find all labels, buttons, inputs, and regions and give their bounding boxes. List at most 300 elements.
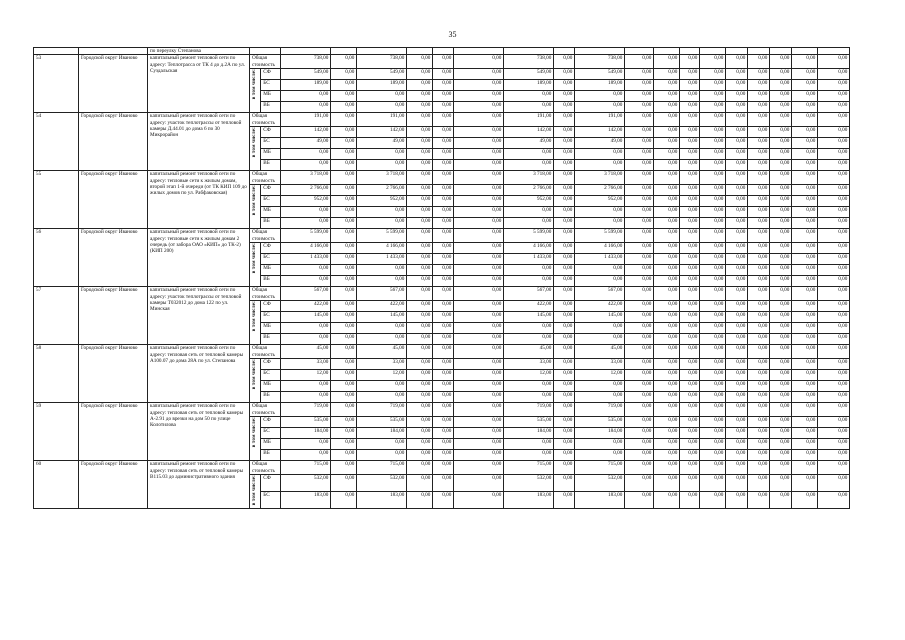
funding-value: 0,00: [748, 196, 770, 207]
funding-value: 0,00: [281, 91, 331, 102]
funding-value: 0,00: [433, 265, 454, 276]
funding-value: 0,00: [726, 149, 748, 160]
funding-value: 0,00: [770, 207, 792, 218]
total-value: 0,00: [407, 287, 433, 301]
funding-value: 49,00: [575, 138, 625, 149]
funding-value: 0,00: [433, 492, 454, 509]
total-value: 719,00: [504, 403, 554, 417]
funding-value: 0,00: [700, 450, 726, 461]
funding-value: 0,00: [818, 428, 850, 439]
funding-value: 0,00: [407, 301, 433, 312]
total-value: 0,00: [818, 287, 850, 301]
funding-value: 0,00: [770, 312, 792, 323]
funding-value: 1 433,00: [357, 254, 407, 265]
funding-value: 0,00: [770, 243, 792, 254]
funding-value: 422,00: [357, 301, 407, 312]
funding-value: 0,00: [792, 439, 818, 450]
funding-source-code: БС: [261, 80, 281, 91]
funding-value: 0,00: [575, 149, 625, 160]
total-value: 191,00: [357, 113, 407, 127]
funding-value: 0,00: [748, 301, 770, 312]
municipality: Городской округ Иваново: [79, 461, 148, 509]
funding-value: 0,00: [454, 254, 504, 265]
funding-value: 0,00: [680, 218, 700, 229]
funding-value: 0,00: [818, 312, 850, 323]
funding-value: 0,00: [654, 149, 680, 160]
row-number: 60: [34, 461, 79, 509]
funding-value: 0,00: [357, 207, 407, 218]
funding-value: 0,00: [726, 428, 748, 439]
total-value: 0,00: [433, 345, 454, 359]
continuation-row: [34, 48, 850, 55]
funding-value: 0,00: [726, 80, 748, 91]
funding-value: 0,00: [331, 359, 357, 370]
funding-value: 0,00: [357, 381, 407, 392]
total-value: 715,00: [357, 461, 407, 475]
funding-source-code: ВБ: [261, 392, 281, 403]
funding-value: 0,00: [792, 392, 818, 403]
total-value: 0,00: [726, 55, 748, 69]
funding-value: 0,00: [700, 428, 726, 439]
funding-value: 422,00: [504, 301, 554, 312]
funding-value: 0,00: [433, 80, 454, 91]
total-value: 715,00: [504, 461, 554, 475]
funding-value: 0,00: [748, 450, 770, 461]
funding-value: 0,00: [748, 138, 770, 149]
funding-source-code: МБ: [261, 265, 281, 276]
funding-source-code: МБ: [261, 381, 281, 392]
funding-value: 0,00: [818, 243, 850, 254]
total-value: 0,00: [748, 171, 770, 185]
funding-value: 0,00: [792, 91, 818, 102]
funding-value: 0,00: [700, 80, 726, 91]
total-value: 0,00: [554, 229, 575, 243]
funding-value: 0,00: [575, 392, 625, 403]
total-value: 0,00: [700, 461, 726, 475]
funding-value: 0,00: [726, 312, 748, 323]
total-value: 0,00: [792, 171, 818, 185]
total-value: 0,00: [748, 403, 770, 417]
funding-value: 0,00: [407, 428, 433, 439]
funding-value: 0,00: [454, 102, 504, 113]
total-value: 0,00: [770, 403, 792, 417]
funding-value: 0,00: [625, 254, 654, 265]
total-value: 0,00: [726, 287, 748, 301]
funding-value: 0,00: [454, 475, 504, 492]
funding-value: 0,00: [700, 265, 726, 276]
funding-value: 0,00: [433, 334, 454, 345]
funding-value: 0,00: [357, 439, 407, 450]
funding-value: 0,00: [407, 207, 433, 218]
funding-value: 0,00: [818, 301, 850, 312]
funding-value: 0,00: [331, 196, 357, 207]
total-value: 0,00: [770, 171, 792, 185]
funding-value: 422,00: [575, 301, 625, 312]
funding-value: 0,00: [770, 102, 792, 113]
funding-value: 0,00: [407, 127, 433, 138]
funding-value: 0,00: [575, 334, 625, 345]
funding-value: 145,00: [575, 312, 625, 323]
funding-value: 0,00: [792, 359, 818, 370]
funding-value: 0,00: [575, 218, 625, 229]
funding-value: 0,00: [770, 323, 792, 334]
funding-value: 2 766,00: [357, 185, 407, 196]
total-value: 5 599,00: [357, 229, 407, 243]
funding-value: 0,00: [726, 359, 748, 370]
funding-value: 0,00: [625, 196, 654, 207]
funding-value: 0,00: [818, 160, 850, 171]
funding-value: 0,00: [554, 160, 575, 171]
funding-value: 0,00: [654, 127, 680, 138]
table-row: [34, 403, 850, 417]
funding-value: 0,00: [726, 243, 748, 254]
funding-value: 0,00: [818, 276, 850, 287]
total-value: 738,00: [504, 55, 554, 69]
funding-value: 0,00: [700, 301, 726, 312]
funding-source-code: СФ: [261, 417, 281, 428]
total-value: 3 718,00: [281, 171, 331, 185]
total-value: 0,00: [433, 113, 454, 127]
funding-value: 12,00: [504, 370, 554, 381]
funding-value: 4 166,00: [281, 243, 331, 254]
funding-value: 0,00: [818, 359, 850, 370]
total-value: 0,00: [654, 55, 680, 69]
funding-value: 0,00: [357, 392, 407, 403]
funding-value: 0,00: [680, 323, 700, 334]
funding-value: 0,00: [407, 323, 433, 334]
total-value: 0,00: [726, 171, 748, 185]
funding-value: 0,00: [625, 370, 654, 381]
funding-value: 0,00: [680, 91, 700, 102]
funding-source-code: МБ: [261, 91, 281, 102]
funding-value: 0,00: [748, 80, 770, 91]
total-value: 0,00: [331, 403, 357, 417]
page-number: 35: [448, 30, 457, 39]
funding-value: 0,00: [454, 185, 504, 196]
funding-value: 0,00: [554, 149, 575, 160]
funding-value: 0,00: [748, 439, 770, 450]
funding-value: 4 166,00: [357, 243, 407, 254]
vertical-label-cell: [250, 127, 261, 171]
funding-value: 0,00: [770, 392, 792, 403]
funding-value: 0,00: [625, 417, 654, 428]
funding-value: 0,00: [357, 218, 407, 229]
funding-value: 0,00: [454, 381, 504, 392]
funding-value: 952,00: [281, 196, 331, 207]
funding-value: 0,00: [357, 160, 407, 171]
funding-value: 145,00: [357, 312, 407, 323]
funding-value: 0,00: [407, 312, 433, 323]
object-description: капитальный ремонт тепловой сети по адресу: тепловая сеть от тепловой камеры А-2.91 до врезки на дом 50 по улице Колотилова: [148, 403, 250, 461]
funding-value: 952,00: [357, 196, 407, 207]
vertical-label: в том числе:: [252, 243, 257, 274]
total-value: 0,00: [625, 287, 654, 301]
funding-value: 0,00: [433, 475, 454, 492]
funding-value: 0,00: [331, 381, 357, 392]
funding-value: 0,00: [680, 492, 700, 509]
funding-value: 0,00: [748, 417, 770, 428]
funding-value: 0,00: [433, 276, 454, 287]
funding-value: 0,00: [654, 185, 680, 196]
funding-value: 0,00: [454, 276, 504, 287]
funding-value: 0,00: [625, 185, 654, 196]
funding-value: 0,00: [654, 492, 680, 509]
funding-value: 0,00: [407, 102, 433, 113]
funding-value: 0,00: [454, 160, 504, 171]
funding-value: 0,00: [700, 276, 726, 287]
funding-value: 4 166,00: [575, 243, 625, 254]
funding-value: 0,00: [792, 243, 818, 254]
total-value: 0,00: [818, 403, 850, 417]
funding-value: 0,00: [504, 439, 554, 450]
funding-value: 0,00: [748, 149, 770, 160]
funding-value: 0,00: [357, 276, 407, 287]
funding-value: 0,00: [818, 80, 850, 91]
funding-value: 0,00: [654, 381, 680, 392]
funding-source-code: СФ: [261, 127, 281, 138]
funding-value: 0,00: [654, 102, 680, 113]
funding-value: 0,00: [818, 392, 850, 403]
funding-value: 183,00: [357, 492, 407, 509]
funding-value: 189,00: [504, 80, 554, 91]
total-value: 0,00: [554, 461, 575, 475]
funding-value: 0,00: [818, 102, 850, 113]
total-value: 5 599,00: [575, 229, 625, 243]
total-value: 0,00: [407, 55, 433, 69]
funding-value: 0,00: [726, 254, 748, 265]
funding-value: 0,00: [554, 417, 575, 428]
row-number: 54: [34, 113, 79, 171]
funding-value: 0,00: [792, 218, 818, 229]
funding-value: 0,00: [625, 80, 654, 91]
funding-value: 0,00: [454, 439, 504, 450]
funding-value: 0,00: [680, 207, 700, 218]
funding-value: 0,00: [454, 312, 504, 323]
funding-source-code: ВБ: [261, 102, 281, 113]
row-number: 56: [34, 229, 79, 287]
funding-value: 0,00: [700, 359, 726, 370]
funding-value: 0,00: [680, 359, 700, 370]
funding-value: 532,00: [281, 475, 331, 492]
funding-value: 0,00: [726, 439, 748, 450]
funding-value: 0,00: [407, 392, 433, 403]
funding-value: 0,00: [680, 450, 700, 461]
funding-value: 0,00: [281, 265, 331, 276]
total-value: 0,00: [654, 171, 680, 185]
funding-value: 0,00: [454, 417, 504, 428]
funding-value: 0,00: [700, 196, 726, 207]
total-value: 0,00: [680, 461, 700, 475]
total-value: 0,00: [454, 403, 504, 417]
funding-value: 0,00: [331, 334, 357, 345]
total-value: 0,00: [792, 345, 818, 359]
funding-value: 0,00: [818, 207, 850, 218]
total-value: 0,00: [770, 287, 792, 301]
funding-value: 1 433,00: [281, 254, 331, 265]
funding-value: 0,00: [357, 334, 407, 345]
table-row: [34, 287, 850, 301]
funding-value: 0,00: [792, 370, 818, 381]
funding-value: 0,00: [770, 265, 792, 276]
total-value: 0,00: [726, 403, 748, 417]
funding-value: 0,00: [680, 160, 700, 171]
funding-value: 0,00: [792, 492, 818, 509]
total-cost-label: Общая стоимость: [250, 55, 281, 69]
funding-value: 0,00: [357, 149, 407, 160]
total-value: 0,00: [654, 461, 680, 475]
funding-value: 0,00: [726, 91, 748, 102]
funding-value: 0,00: [818, 492, 850, 509]
funding-value: 0,00: [792, 102, 818, 113]
funding-value: 0,00: [281, 276, 331, 287]
total-value: 0,00: [748, 229, 770, 243]
funding-value: 0,00: [331, 475, 357, 492]
funding-value: 0,00: [770, 301, 792, 312]
funding-value: 0,00: [818, 265, 850, 276]
funding-value: 0,00: [454, 207, 504, 218]
funding-value: 0,00: [726, 417, 748, 428]
funding-value: 0,00: [770, 138, 792, 149]
funding-source-code: БС: [261, 492, 281, 509]
funding-value: 0,00: [454, 196, 504, 207]
vertical-label-cell: [250, 185, 261, 229]
total-value: 0,00: [748, 113, 770, 127]
funding-value: 0,00: [407, 218, 433, 229]
vertical-label-cell: [250, 243, 261, 287]
funding-value: 0,00: [680, 312, 700, 323]
total-value: 0,00: [700, 113, 726, 127]
funding-value: 0,00: [680, 439, 700, 450]
funding-value: 0,00: [554, 207, 575, 218]
total-value: 567,00: [357, 287, 407, 301]
vertical-label-cell: [250, 475, 261, 509]
funding-value: 0,00: [504, 334, 554, 345]
vertical-label: в том числе:: [252, 127, 257, 158]
funding-value: 0,00: [625, 475, 654, 492]
funding-value: 0,00: [748, 218, 770, 229]
total-value: 0,00: [625, 461, 654, 475]
total-value: 0,00: [554, 403, 575, 417]
total-cost-label: Общая стоимость: [250, 171, 281, 185]
funding-value: 0,00: [433, 381, 454, 392]
funding-source-code: ВБ: [261, 276, 281, 287]
budget-table: [33, 47, 850, 509]
funding-value: 0,00: [792, 138, 818, 149]
funding-value: 0,00: [433, 196, 454, 207]
total-value: 0,00: [680, 403, 700, 417]
funding-value: 0,00: [433, 312, 454, 323]
funding-value: 0,00: [770, 276, 792, 287]
funding-value: 0,00: [654, 265, 680, 276]
funding-value: 0,00: [654, 218, 680, 229]
funding-value: 0,00: [700, 492, 726, 509]
row-number: 59: [34, 403, 79, 461]
funding-value: 0,00: [554, 185, 575, 196]
funding-value: 0,00: [625, 160, 654, 171]
total-value: 715,00: [281, 461, 331, 475]
funding-value: 142,00: [281, 127, 331, 138]
municipality: Городской округ Иваново: [79, 171, 148, 229]
funding-value: 0,00: [407, 439, 433, 450]
funding-value: 0,00: [654, 428, 680, 439]
total-value: 45,00: [575, 345, 625, 359]
funding-value: 549,00: [504, 69, 554, 80]
funding-value: 0,00: [504, 160, 554, 171]
total-value: 0,00: [554, 345, 575, 359]
total-value: 0,00: [654, 229, 680, 243]
funding-value: 0,00: [726, 492, 748, 509]
funding-value: 0,00: [700, 417, 726, 428]
funding-value: 0,00: [726, 265, 748, 276]
funding-value: 0,00: [818, 149, 850, 160]
funding-value: 532,00: [575, 475, 625, 492]
funding-value: 0,00: [433, 243, 454, 254]
funding-value: 0,00: [748, 127, 770, 138]
funding-value: 1 433,00: [575, 254, 625, 265]
funding-value: 0,00: [454, 69, 504, 80]
funding-value: 0,00: [818, 439, 850, 450]
funding-value: 0,00: [654, 80, 680, 91]
funding-value: 0,00: [331, 439, 357, 450]
total-value: 0,00: [818, 229, 850, 243]
funding-value: 0,00: [625, 428, 654, 439]
funding-value: 0,00: [504, 265, 554, 276]
table-row: [34, 461, 850, 475]
funding-value: 535,00: [281, 417, 331, 428]
funding-value: 0,00: [554, 381, 575, 392]
funding-value: 0,00: [504, 450, 554, 461]
funding-value: 0,00: [407, 359, 433, 370]
funding-value: 0,00: [454, 334, 504, 345]
funding-value: 952,00: [575, 196, 625, 207]
total-value: 0,00: [654, 345, 680, 359]
funding-value: 0,00: [654, 254, 680, 265]
funding-value: 0,00: [770, 69, 792, 80]
funding-value: 0,00: [331, 323, 357, 334]
funding-value: 0,00: [407, 149, 433, 160]
funding-source-code: СФ: [261, 185, 281, 196]
funding-value: 184,00: [357, 428, 407, 439]
funding-value: 0,00: [818, 334, 850, 345]
object-description: капитальный ремонт тепловой сети по адресу: тепловые сети к жилым домам 2 очередь (от забора ОАО «КИП» до ТК-2) (КИП 200): [148, 229, 250, 287]
funding-value: 0,00: [680, 243, 700, 254]
funding-value: 0,00: [554, 218, 575, 229]
funding-value: 0,00: [331, 160, 357, 171]
total-value: 0,00: [792, 403, 818, 417]
funding-value: 0,00: [357, 91, 407, 102]
total-value: 0,00: [407, 113, 433, 127]
total-value: 0,00: [554, 171, 575, 185]
funding-value: 0,00: [818, 218, 850, 229]
funding-value: 0,00: [726, 334, 748, 345]
funding-value: 0,00: [331, 450, 357, 461]
funding-value: 0,00: [680, 196, 700, 207]
funding-value: 0,00: [770, 185, 792, 196]
funding-value: 0,00: [680, 392, 700, 403]
funding-value: 0,00: [700, 254, 726, 265]
funding-value: 0,00: [792, 276, 818, 287]
funding-value: 0,00: [433, 91, 454, 102]
funding-value: 0,00: [680, 276, 700, 287]
funding-value: 0,00: [281, 381, 331, 392]
funding-value: 0,00: [625, 69, 654, 80]
funding-value: 0,00: [700, 475, 726, 492]
vertical-label-cell: [250, 359, 261, 403]
funding-value: 183,00: [504, 492, 554, 509]
funding-value: 0,00: [554, 243, 575, 254]
funding-value: 0,00: [700, 149, 726, 160]
funding-value: 0,00: [700, 243, 726, 254]
